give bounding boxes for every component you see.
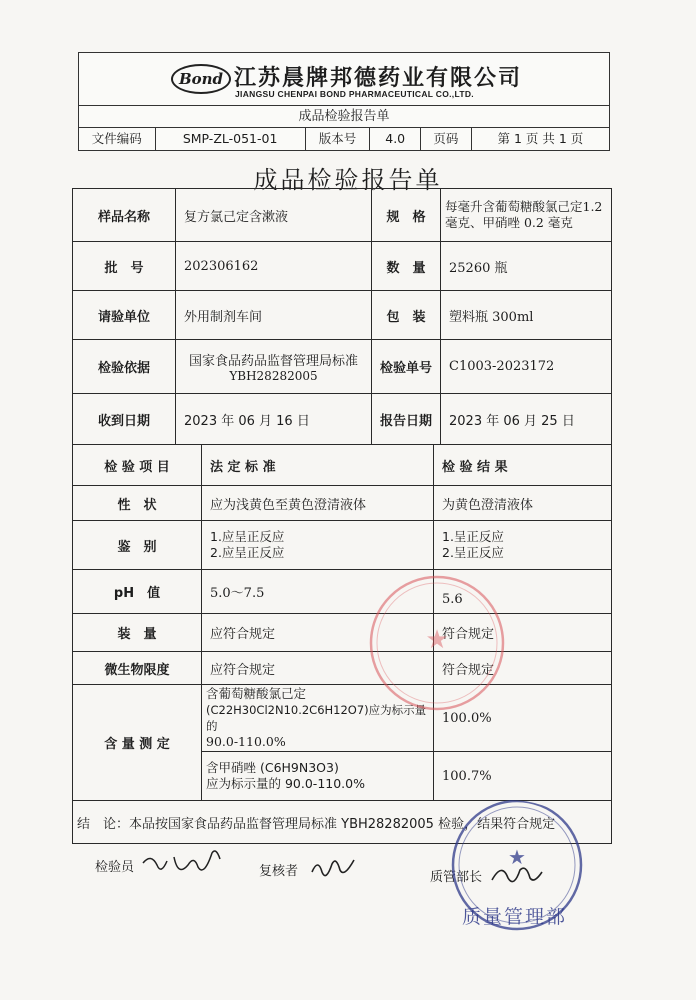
qa-label: 质管部长: [430, 870, 483, 885]
col-standard-header: 法 定 标 准: [201, 444, 434, 486]
test-row-result: 符合规定: [433, 651, 612, 685]
file-no-label: 文件编码: [79, 128, 156, 150]
quantity-value: 25260 瓶: [440, 241, 612, 291]
reviewer-label: 复核者: [259, 864, 299, 879]
assay-2-standard: [201, 751, 434, 801]
assay-1-standard: [201, 684, 434, 752]
batch-label: 批 号: [72, 241, 176, 291]
test-row-standard: 5.0～7.5: [201, 569, 434, 614]
svg-text:★: ★: [425, 625, 449, 655]
assay-1-result: 100.0%: [433, 684, 612, 752]
assay-2-line-1: 含甲硝唑 (C6H9N3O3): [206, 760, 339, 775]
col-result-header: 检 验 结 果: [433, 444, 612, 486]
header-subtitle: 成品检验报告单: [79, 106, 609, 128]
package-value: 塑料瓶 300ml: [440, 290, 612, 340]
test-row-item: 性 状: [72, 485, 202, 521]
assay-1-line-1: 含葡萄糖酸氯己定: [206, 686, 307, 701]
inspector-signature: [140, 845, 230, 885]
assay-1-formula: (C22H30Cl2N10.2C6H12O7)应为标示量的: [206, 703, 427, 733]
conclusion: 结 论：本品按国家食品药品监督管理局标准 YBH28282005 检验，结果符合规定: [72, 800, 612, 844]
svg-text:★: ★: [508, 845, 526, 869]
basis-label: 检验依据: [72, 339, 176, 394]
batch-value: 202306162: [175, 241, 372, 291]
file-no-value: SMP-ZL-051-01: [156, 128, 306, 150]
report-date-value: 2023 年 06 月 25 日: [440, 393, 612, 445]
test-row-item: 装 量: [72, 613, 202, 652]
report-title: 成品检验报告单: [253, 166, 443, 194]
test-row-result: 符合规定: [433, 613, 612, 652]
received-label: 收到日期: [72, 393, 176, 445]
report-date-label: 报告日期: [371, 393, 441, 445]
quantity-label: 数 量: [371, 241, 441, 291]
test-row-result: 5.6: [433, 569, 612, 614]
assay-1-line-3: 90.0-110.0%: [206, 734, 286, 749]
sample-name-value: 复方氯己定含漱液: [175, 188, 372, 242]
requester-label: 请验单位: [72, 290, 176, 340]
test-row-standard: 应为浅黄色至黄色澄清液体: [201, 485, 434, 521]
company-name-en: JIANGSU CHENPAI BOND PHARMACEUTICAL CO.,LTD.: [235, 89, 474, 99]
test-row-result: 1.呈正反应 2.呈正反应: [433, 520, 612, 570]
spec-value: 每毫升含葡萄糖酸氯己定1.2 毫克、甲硝唑 0.2 毫克: [440, 188, 612, 242]
page-label: 页码: [421, 128, 472, 150]
package-label: 包 装: [371, 290, 441, 340]
spec-label: 规 格: [371, 188, 441, 242]
header-meta-row: [79, 128, 609, 150]
blue-stamp-dept: 质量管理部: [462, 906, 568, 928]
basis-line-1: 国家食品药品监督管理局标准: [188, 354, 358, 369]
test-no-value: C1003-2023172: [440, 339, 612, 394]
bond-logo: Bond: [171, 64, 231, 94]
assay-label: 含 量 测 定: [72, 684, 202, 801]
test-row-result: 为黄色澄清液体: [433, 485, 612, 521]
reviewer-signature: [308, 850, 358, 884]
col-item-header: 检 验 项 目: [72, 444, 202, 486]
sample-name-label: 样品名称: [72, 188, 176, 242]
assay-2-result: 100.7%: [433, 751, 612, 801]
test-row-standard: 应符合规定: [201, 651, 434, 685]
page-value: 第 1 页 共 1 页: [497, 131, 584, 146]
basis-value: [175, 339, 372, 394]
received-value: 2023 年 06 月 16 日: [175, 393, 372, 445]
requester-value: 外用制剂车间: [175, 290, 372, 340]
inspector-label: 检验员: [95, 860, 135, 875]
company-name-cn: 江苏晨牌邦德药业有限公司: [234, 65, 523, 91]
basis-line-2: YBH28282005: [229, 369, 318, 383]
document-header: [78, 52, 610, 151]
version-label: 版本号: [306, 128, 371, 150]
test-row-item: pH 值: [72, 569, 202, 614]
company-brand: [79, 53, 609, 106]
qa-signature: [488, 858, 548, 892]
test-row-standard: 应符合规定: [201, 613, 434, 652]
test-row-standard: 1.应呈正反应 2.应呈正反应: [201, 520, 434, 570]
version-value: 4.0: [370, 128, 421, 150]
test-row-item: 微生物限度: [72, 651, 202, 685]
test-no-label: 检验单号: [371, 339, 441, 394]
assay-2-line-2: 应为标示量的 90.0-110.0%: [206, 776, 365, 791]
test-row-item: 鉴 别: [72, 520, 202, 570]
